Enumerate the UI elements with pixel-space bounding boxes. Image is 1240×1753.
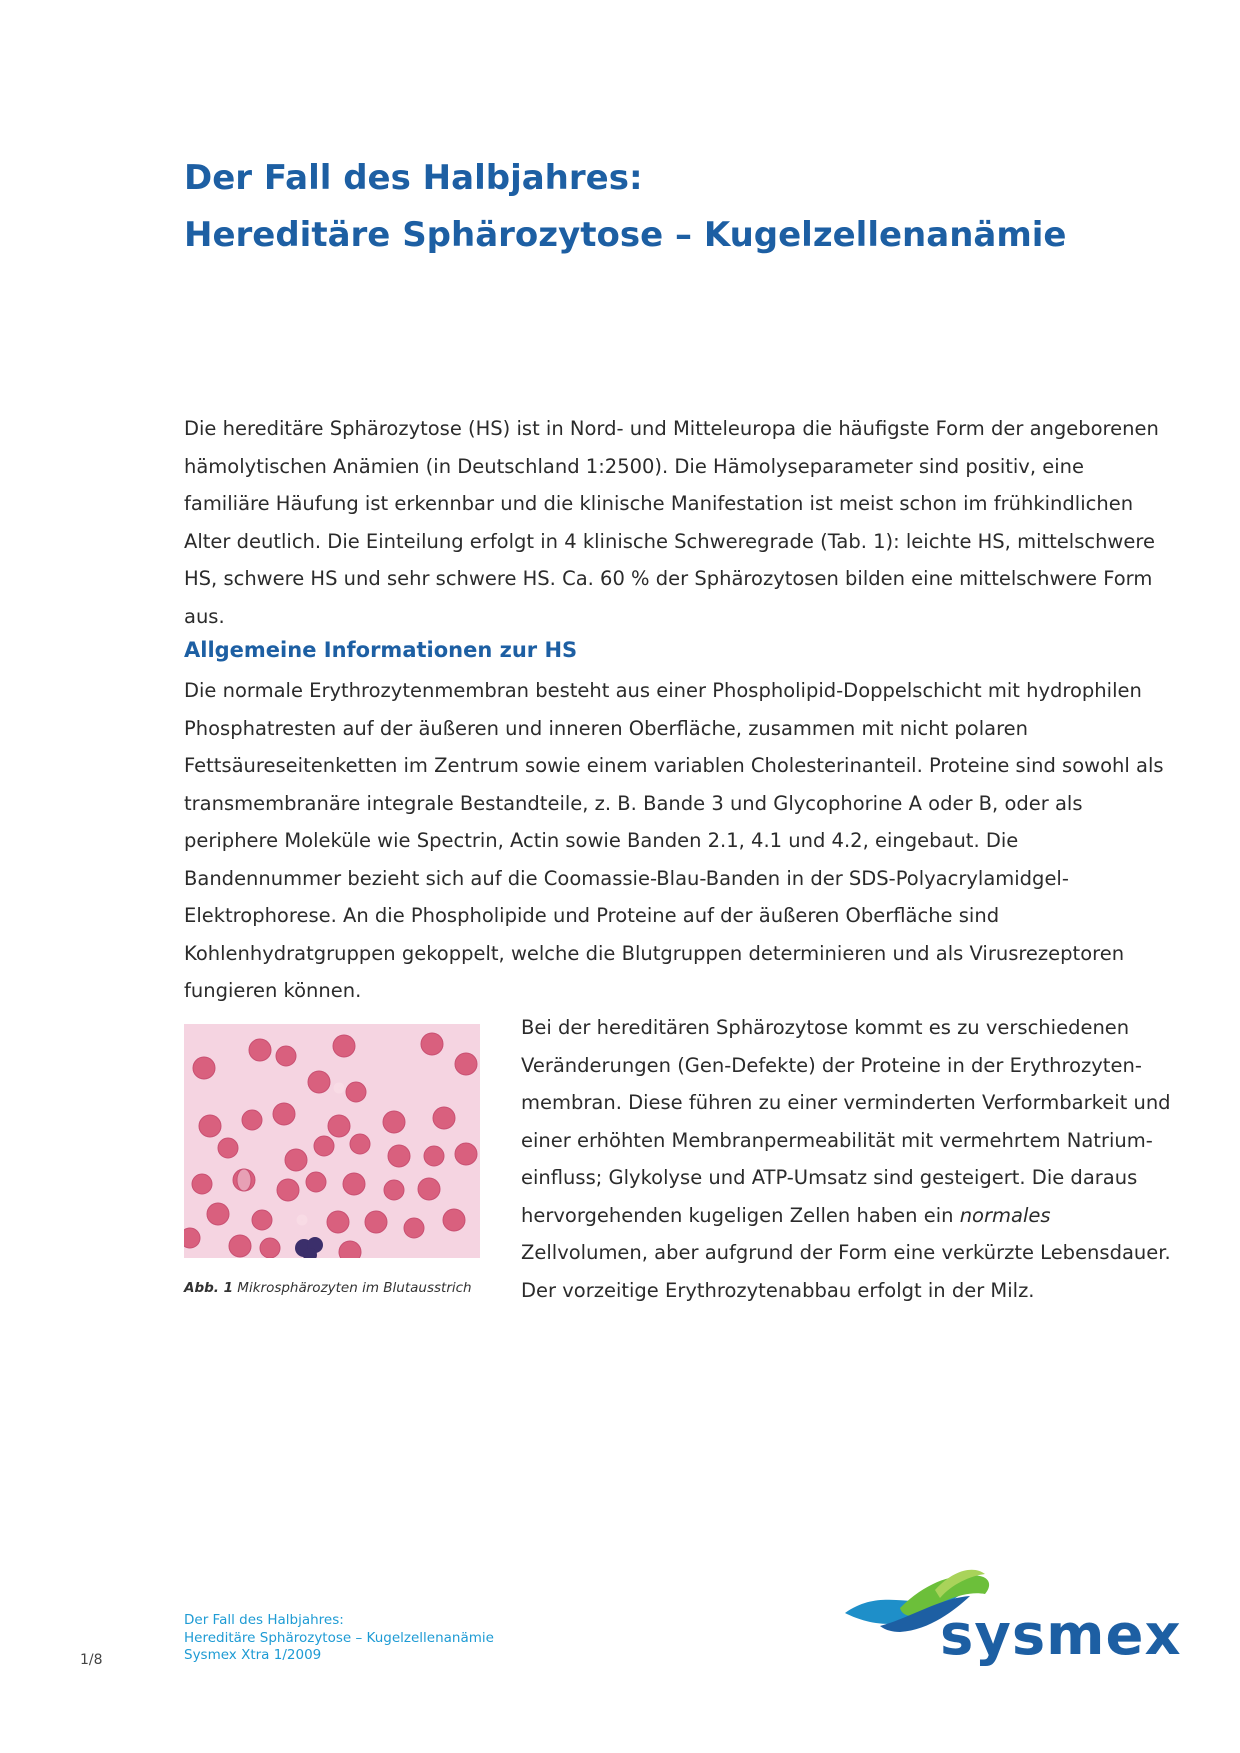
paragraph-text-after: Zellvolumen, aber aufgrund der Form eine verkürzte Lebensdauer. Der vorzeitige Erythrozytenabbau erfolgt in der Milz. [521, 1241, 1171, 1302]
page-title [184, 150, 1084, 264]
figure-caption-text: Mikrosphärozyten im Blutausstrich [237, 1280, 472, 1296]
blood-smear-illustration [184, 1024, 480, 1258]
footer-line-1: Der Fall des Halbjahres: [184, 1612, 344, 1628]
blood-smear-image [184, 1024, 480, 1258]
footer-line-2: Hereditäre Sphärozytose – Kugelzellenanämie [184, 1629, 494, 1646]
footer-line-3: Sysmex Xtra 1/2009 [184, 1647, 322, 1663]
paragraph-text-before: Bei der hereditären Sphärozytose kommt es zu verschiedenen Veränderungen (Gen-Defekte) der Proteine in der Erythrozytenmembran. Diese führen zu einer verminderten Verformbarkeit und einer erhöhten Membranpermeabilität mit vermehrtem Natriumeinfluss; Glykolyse und ATP-Umsatz sind gesteigert. Die daraus hervorgehenden kugeligen Zellen haben ein [521, 1016, 1171, 1227]
title-line-2: Hereditäre Sphärozytose – Kugelzellenanämie [184, 215, 1067, 255]
footer [184, 1612, 494, 1665]
spherocytosis-paragraph [521, 1009, 1171, 1309]
section-paragraph: Die normale Erythrozytenmembran besteht aus einer Phospholipid-Doppelschicht mit hydrophilen Phosphatresten auf der äußeren und inneren Oberfläche, zusammen mit nicht polaren Fettsäureseitenketten im Zentrum sowie einem variablen Cholesterinanteil. Proteine sind sowohl als transmembranäre integrale Bestandteile, z. B. Bande 3 und Glycophorine A oder B, oder als periphere Moleküle wie Spectrin, Actin sowie Banden 2.1, 4.1 und 4.2, eingebaut. Die Bandennummer bezieht sich auf die Coomassie-Blau-Banden in der SDS-Polyacrylamidgel-Elektrophorese. An die Phospholipide und Proteine auf der äußeren Oberfläche sind Kohlenhydratgruppen gekoppelt, welche die Blutgruppen determinieren und als Virusrezeptoren fungieren können. [184, 679, 1164, 1002]
title-line-1: Der Fall des Halbjahres: [184, 158, 643, 198]
intro-paragraph: Die hereditäre Sphärozytose (HS) ist in Nord- und Mitteleuropa die häufigste Form der angeborenen hämolytischen Anämien (in Deutschland 1:2500). Die Hämolyseparameter sind positiv, eine familiäre Häufung ist erkennbar und die klinische Manifestation ist meist schon im frühkindlichen Alter deutlich. Die Einteilung erfolgt in 4 klinische Schweregrade (Tab. 1): leichte HS, mittelschwere HS, schwere HS und sehr schwere HS. Ca. 60 % der Sphärozytosen bilden eine mittelschwere Form aus. [184, 417, 1159, 628]
emphasis-normal: normales [959, 1203, 1051, 1227]
section-heading: Allgemeine Informationen zur HS [184, 638, 578, 662]
figure-caption [184, 1280, 472, 1296]
logo-wordmark: sysmex [940, 1603, 1182, 1668]
figure-label: Abb. 1 [184, 1280, 233, 1296]
page-number: 1/8 [80, 1652, 103, 1668]
